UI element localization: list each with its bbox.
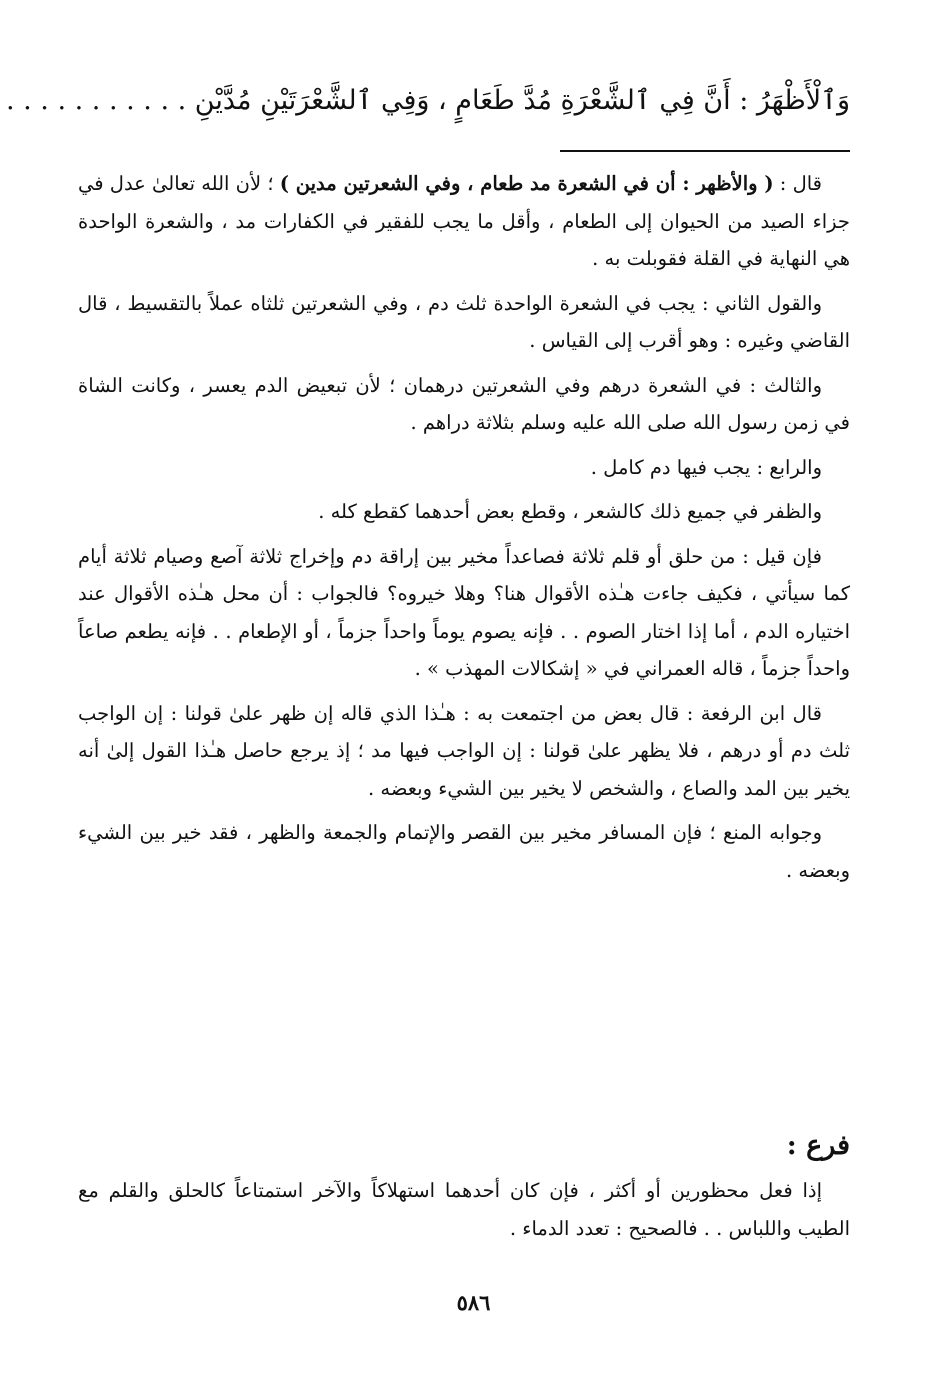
separator-rule	[560, 150, 850, 152]
paragraph-1-quote: ( والأظهر : أن في الشعرة مد طعام ، وفي الشعرتين مدين )	[279, 172, 774, 195]
matn-dots: . . . . . . . . . .	[5, 85, 170, 116]
paragraph-1-prefix: قال :	[773, 172, 823, 195]
paragraph-4: والرابع : يجب فيها دم كامل .	[590, 455, 822, 479]
matn-line	[5, 78, 850, 124]
matn-text: وَٱلْأَظْهَرُ : أَنَّ فِي ٱلشَّعْرَةِ مُدَّ طَعَامٍ ، وَفِي ٱلشَّعْرَتَيْنِ مُدَّيْنِ .	[177, 85, 850, 116]
section-paragraph: إذا فعل محظورين أو أكثر ، فإن كان أحدهما استهلاكاً والآخر استمتاعاً كالحلق والقلم مع الطيب واللباس . . فالصحيح : تعدد الدماء .	[78, 1179, 850, 1240]
paragraph-1-rest: ؛ لأن الله تعالىٰ عدل في جزاء الصيد من الحيوان إلى الطعام ، وأقل ما يجب للفقير في الكفارات مد ، والشعرة الواحدة هي النهاية في القلة فقوبلت به .	[78, 172, 850, 270]
section-heading: فرع :	[786, 1130, 850, 1161]
paragraph-1	[78, 165, 850, 278]
paragraph-5: والظفر في جميع ذلك كالشعر ، وقطع بعض أحدهما كقطع كله .	[318, 500, 822, 523]
paragraph-2: والقول الثاني : يجب في الشعرة الواحدة ثلث دم ، وفي الشعرتين ثلثاه عملاً بالتقسيط ، قال القاضي وغيره : وهو أقرب إلى القياس .	[78, 291, 850, 352]
page-number: ٥٨٦	[456, 1290, 491, 1315]
paragraph-7: قال ابن الرفعة : قال بعض من اجتمعت به : هـٰذا الذي قاله إن ظهر علىٰ قولنا : إن الواجب ثلث دم أو درهم ، فلا يظهر علىٰ قولنا : إن الواجب فيها مد ؛ إذ يرجع حاصل هـٰذا القول إلىٰ أنه يخير بين المد والصاع ، والشخص لا يخير بين الشيء وبعضه .	[78, 701, 850, 800]
paragraph-3: والثالث : في الشعرة درهم وفي الشعرتين درهمان ؛ لأن تبعيض الدم يعسر ، وكانت الشاة في زمن رسول الله صلى الله عليه وسلم بثلاثة دراهم .	[78, 373, 850, 434]
section-body	[78, 1172, 850, 1247]
commentary-body	[78, 165, 850, 896]
paragraph-8: وجوابه المنع ؛ فإن المسافر مخير بين القصر والإتمام والجمعة والظهر ، فقد خير بين الشيء وبعضه .	[78, 821, 850, 882]
paragraph-6: فإن قيل : من حلق أو قلم ثلاثة فصاعداً مخير بين إراقة دم وإخراج ثلاثة آصع وصيام ثلاثة أيام كما سيأتي ، فكيف جاءت هـٰذه الأقوال هنا؟ وهلا خيروه؟ فالجواب : أن محل هـٰذه الأقوال عند اختياره الدم ، أما إذا اختار الصوم . . فإنه يصوم يوماً واحداً جزماً ، أو الإطعام . . فإنه يطعم صاعاً واحداً جزماً ، قاله العمراني في « إشكالات المهذب » .	[78, 544, 850, 680]
